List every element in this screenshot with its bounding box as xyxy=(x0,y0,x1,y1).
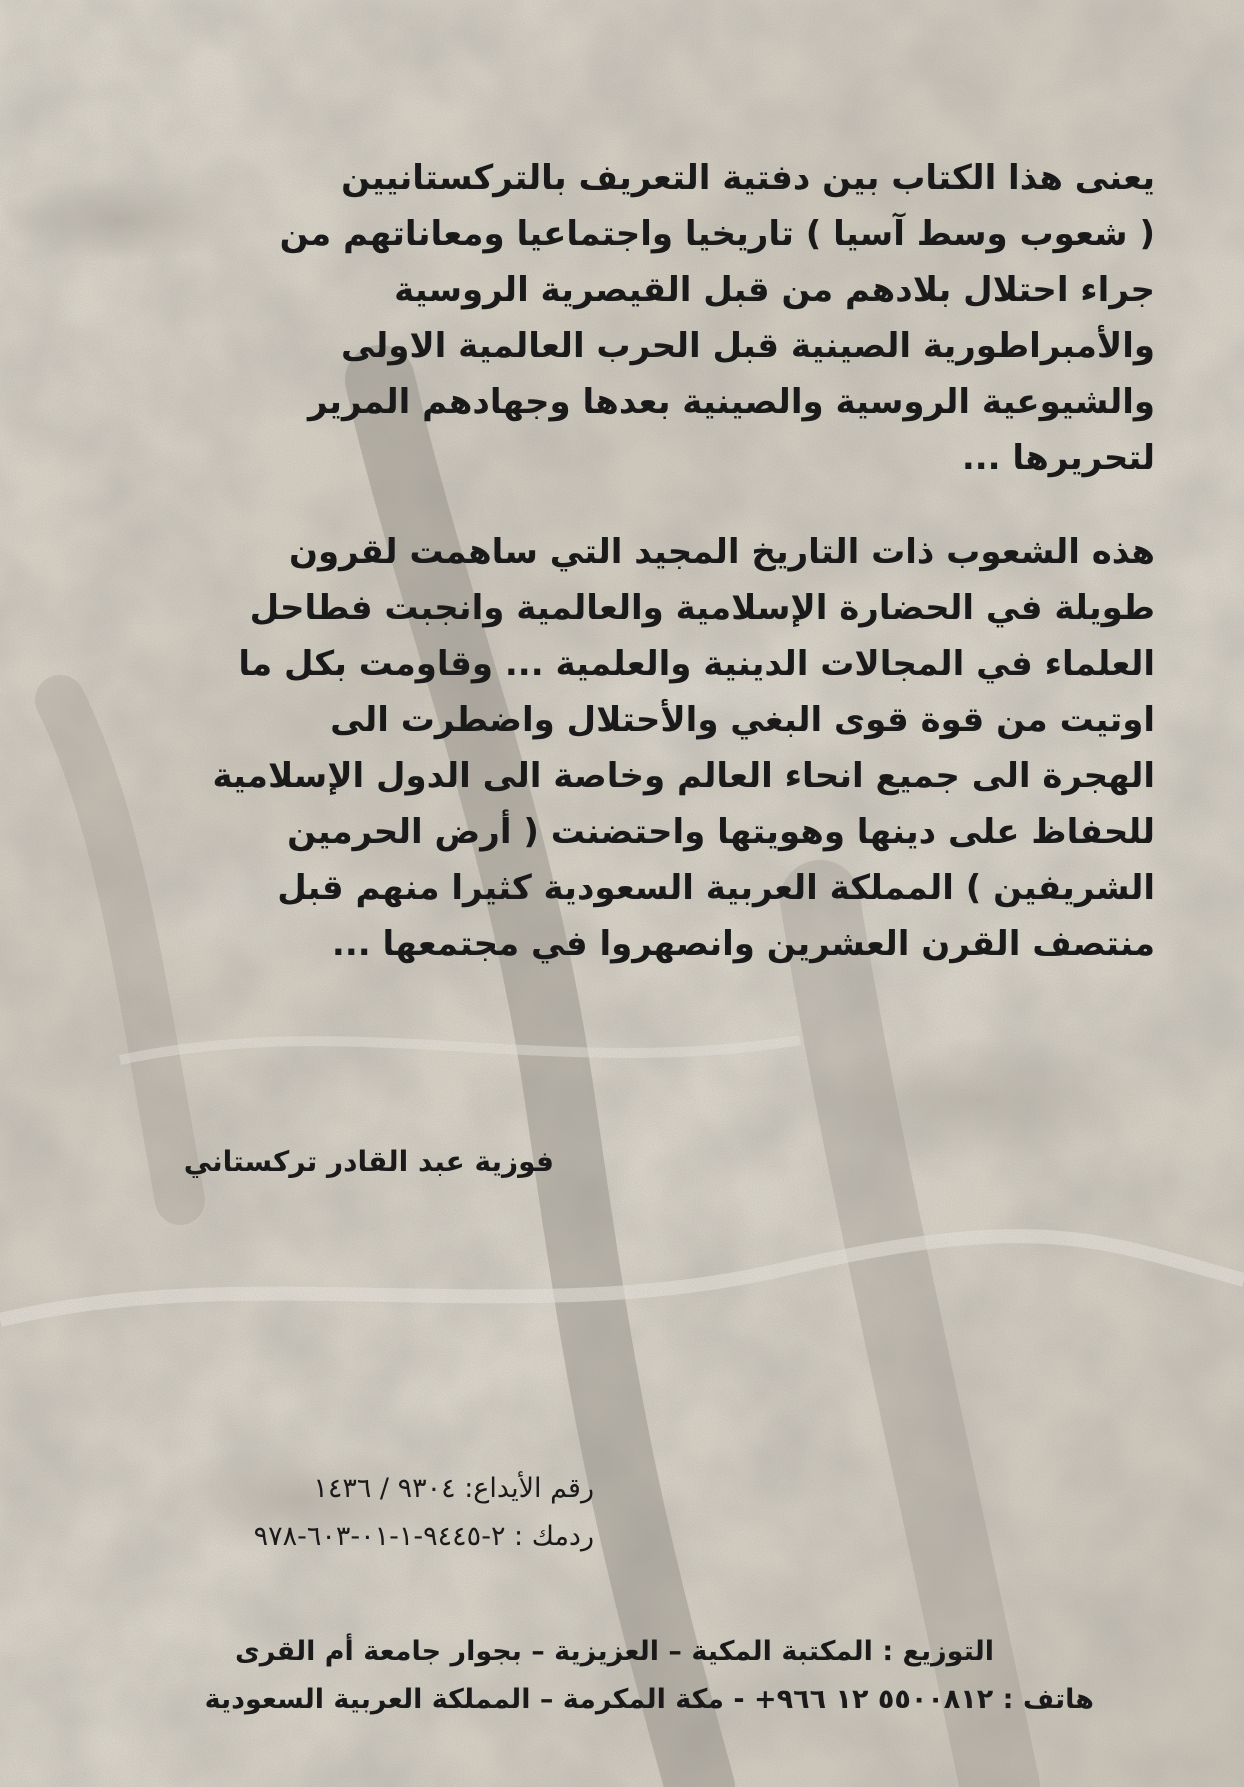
description-paragraph-2: هذه الشعوب ذات التاريخ المجيد التي ساهمت لقرون طويلة في الحضارة الإسلامية والعالمية وانجبت فطاحل العلماء في المجالات الدينية والعلمية ... وقاومت بكل ما اوتيت من قوة قوى البغي والأحتلال واضطرت الى الهجرة الى جميع انحاء العالم وخاصة الى الدول الإسلامية للحفاظ على دينها وهويتها واحتضنت ( أرض الحرمين الشريفين ) المملكة العربية السعودية كثيرا منهم قبل منتصف القرن العشرين وانصهروا في مجتمعها ... xyxy=(212,532,1155,964)
description-paragraph-1: يعنى هذا الكتاب بين دفتية التعريف بالتركستانيين ( شعوب وسط آسيا ) تاريخيا واجتماعيا ومعاناتهم من جراء احتلال بلادهم من قبل القيصرية الروسية والأمبراطورية الصينية قبل الحرب العالمية الاولى والشيوعية الروسية والصينية بعدها وجهادهم المرير لتحريرها ... xyxy=(279,158,1155,478)
distribution-info xyxy=(205,1628,1094,1724)
isbn-number: ردمك : ٢-٩٤٤٥-١-٠١-٦٠٣-٩٧٨ xyxy=(253,1521,594,1552)
author-name: فوزية عبد القادر تركستاني xyxy=(183,1145,554,1178)
book-description xyxy=(160,150,1155,972)
distributor-line: التوزيع : المكتبة المكية – العزيزية – بجوار جامعة أم القرى xyxy=(234,1636,994,1667)
publication-identifiers xyxy=(254,1465,594,1561)
deposit-number: رقم الأيداع: ٩٣٠٤ / ١٤٣٦ xyxy=(313,1473,594,1504)
contact-line: هاتف : ٥٥٠٠٨١٢ ١٢ ٩٦٦+ - مكة المكرمة – المملكة العربية السعودية xyxy=(204,1684,1094,1715)
